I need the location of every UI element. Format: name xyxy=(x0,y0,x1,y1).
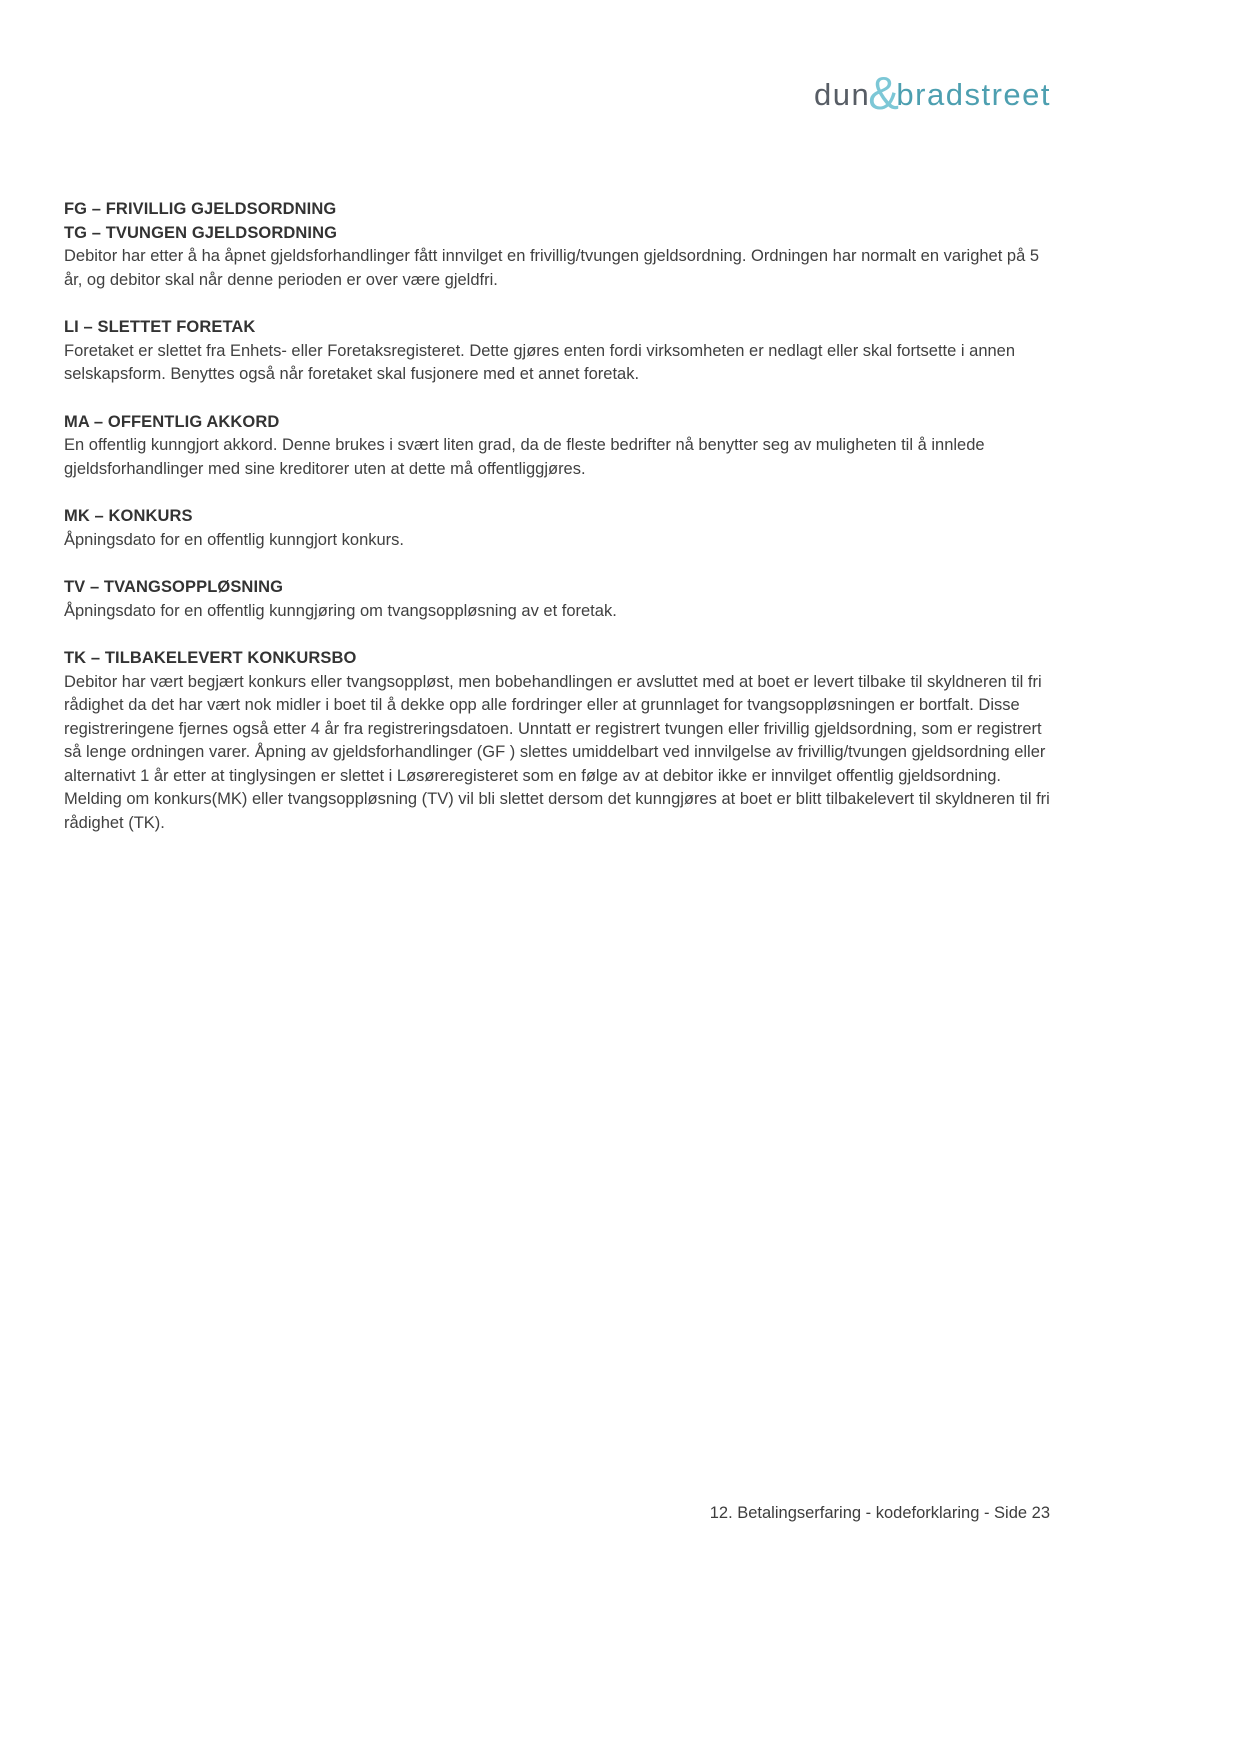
logo-text-bradstreet: bradstreet xyxy=(896,77,1051,112)
document-body xyxy=(64,198,1054,859)
dun-bradstreet-logo xyxy=(814,66,1051,119)
section-li xyxy=(64,316,1054,387)
section-heading-fg: FG – FRIVILLIG GJELDSORDNING xyxy=(64,200,337,218)
logo-ampersand-icon: & xyxy=(868,67,901,119)
section-fg-tg xyxy=(64,198,1054,292)
section-heading-tg: TG – TVUNGEN GJELDSORDNING xyxy=(64,223,338,242)
section-tk xyxy=(64,647,1054,835)
section-mk xyxy=(64,505,1054,552)
section-heading-tv: TV – TVANGSOPPLØSNING xyxy=(64,578,284,596)
section-body-text: Åpningsdato for en offentlig kunngjøring om tvangsoppløsning av et foretak. xyxy=(64,601,617,620)
section-body-text: En offentlig kunngjort akkord. Denne brukes i svært liten grad, da de fleste bedrifter nå benytter seg av muligheten til å innlede gjeldsforhandlinger med sine kreditorer uten at dette må offentliggjøres. xyxy=(64,436,985,478)
footer-text: 12. Betalingserfaring - kodeforklaring - Side 23 xyxy=(709,1504,1050,1522)
section-heading-tk: TK – TILBAKELEVERT KONKURSBO xyxy=(64,649,357,667)
section-heading-mk: MK – KONKURS xyxy=(64,507,193,525)
section-body-text: Foretaket er slettet fra Enhets- eller Foretaksregisteret. Dette gjøres enten fordi virksomheten er nedlagt eller skal fortsette i annen selskapsform. Benyttes også når foretaket skal fusjonere med et annet foretak. xyxy=(64,341,1016,383)
section-tv xyxy=(64,576,1054,623)
section-body-text: Debitor har etter å ha åpnet gjeldsforhandlinger fått innvilget en frivillig/tvungen gjeldsordning. Ordningen har normalt en varighet på 5 år, og debitor skal når denne perioden er over være gjeldfri. xyxy=(64,247,1040,289)
page-footer xyxy=(710,1502,1050,1525)
section-heading-li: LI – SLETTET FORETAK xyxy=(64,318,256,336)
section-heading-ma: MA – OFFENTLIG AKKORD xyxy=(64,412,280,431)
section-body-text: Debitor har vært begjært konkurs eller tvangsoppløst, men bobehandlingen er avsluttet med at boet er levert tilbake til skyldneren til fri rådighet da det har vært nok midler i boet til å dekke opp alle fordringer eller at grunnlaget for tvangsoppløsningen er bortfalt. Disse registreringene fjernes også etter 4 år fra registreringsdatoen. Unntatt er registrert tvungen eller frivillig gjeldsordning, som er registrert så lenge ordningen varer. Åpning av gjeldsforhandlinger (GF ) slettes umiddelbart ved innvilgelse av frivillig/tvungen gjeldsordning eller alternativt 1 år etter at tinglysingen er slettet i Løsøreregisteret som en følge av at debitor ikke er innvilget offentlig gjeldsordning. Melding om konkurs(MK) eller tvangsoppløsning (TV) vil bli slettet dersom det kunngjøres at boet er blitt tilbakelevert til skyldneren til fri rådighet (TK). xyxy=(64,672,1050,832)
logo-text-dun: dun xyxy=(814,77,871,112)
section-body-text: Åpningsdato for en offentlig kunngjort konkurs. xyxy=(64,530,404,549)
section-ma xyxy=(64,411,1054,482)
